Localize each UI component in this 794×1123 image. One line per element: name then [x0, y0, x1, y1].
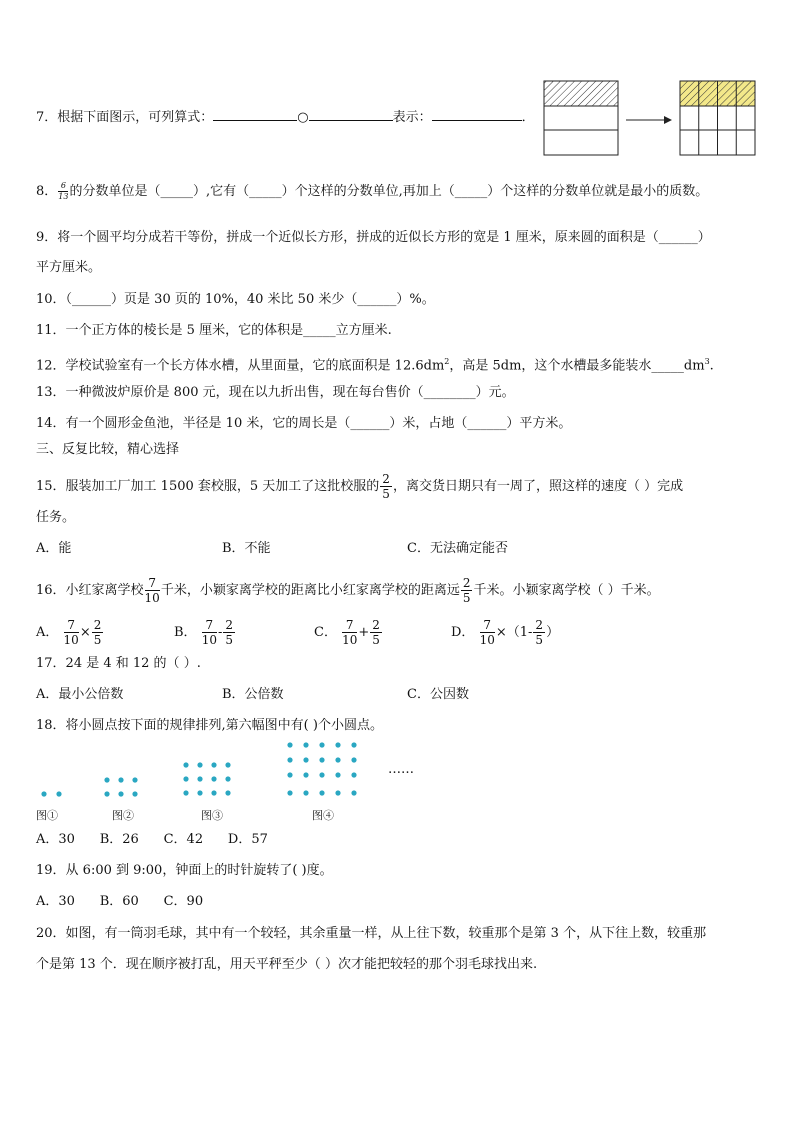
q16-fraction-2: $\frac{2}{5}$ [462, 576, 471, 605]
q20-line1: 20．如图，有一筒羽毛球，其中有一个较轻，其余重量一样，从上往下数，较重那个是第 3 个，从下往上数，较重那 [36, 926, 707, 941]
figure-2-dots [104, 777, 137, 796]
q16-fraction-1: $\frac{7}{10}$ [144, 576, 160, 605]
q15-option-b[interactable]: B．不能 [222, 541, 271, 556]
q16-option-b[interactable]: B． $\frac{7}{10}$ - $\frac{2}{5}$ [174, 618, 234, 647]
q16-text: 16．小红家离学校 $\frac{7}{10}$ 千米，小颖家离学校的距离比小红家离学校的距离远 $\frac{2}{5}$ 千米。小颖家离学校（ ）千米。 [36, 576, 660, 605]
q8-fraction: $\frac{6}{13}$ [58, 181, 69, 201]
q16-option-d[interactable]: D． $\frac{7}{10}$ ×（1- $\frac{2}{5}$ ） [451, 618, 560, 647]
q19-text: 19．从 6:00 到 9:00，钟面上的时针旋转了( )度。 [36, 863, 333, 878]
q15-fraction: $\frac{2}{5}$ [382, 472, 390, 501]
q17-option-c[interactable]: C．公因数 [407, 687, 469, 702]
left-rect-figure [544, 81, 618, 155]
q10-text: 10．（______）页是 30 页的 10%，40 米比 50 米少（______）%。 [36, 292, 435, 307]
q15-text: 15．服装加工厂加工 1500 套校服，5 天加工了这批校服的 $\frac{2}{5}$ ，离交货日期只有一周了，照这样的速度（ ）完成 [36, 472, 684, 501]
q16-option-c[interactable]: C． $\frac{7}{10}$ + $\frac{2}{5}$ [314, 618, 380, 647]
q18-text: 18．将小圆点按下面的规律排列,第六幅图中有( )个小圆点。 [36, 718, 383, 733]
q15-line2: 任务。 [36, 510, 76, 525]
q17-text: 17．24 是 4 和 12 的（ ）. [36, 656, 201, 671]
arrow-icon [626, 116, 672, 124]
figure-3-dots [183, 762, 230, 795]
q8-text: 8． $\frac{6}{13}$ 的分数单位是（_____）,它有（_____）个这样的分数单位,再加上（_____）个这样的分数单位就是最小的质数。 [36, 181, 709, 201]
section-3-heading: 三、反复比较，精心选择 [36, 442, 180, 457]
q15-option-a[interactable]: A．能 [36, 541, 72, 556]
figure-label-3: 图③ [201, 809, 223, 822]
q12-text: 12．学校试验室有一个长方体水槽，从里面量，它的底面积是 $12.6dm^2$，高是 5dm，这个水槽最多能装水$\_\_\_\_\_dm^3$. [36, 357, 714, 374]
q20-line2: 个是第 13 个．现在顺序被打乱，用天平秤至少（ ）次才能把较轻的那个羽毛球找出来. [36, 957, 538, 972]
q19-options[interactable]: A．30 B．60 C．90 [36, 894, 204, 909]
q7-blank-2[interactable] [309, 120, 393, 121]
q7-blank-3[interactable] [432, 120, 522, 121]
right-grid-figure [680, 81, 755, 155]
q13-text: 13．一种微波炉原价是 800 元，现在以九折出售，现在每台售价（________）元。 [36, 385, 515, 400]
q11-text: 11．一个正方体的棱长是 5 厘米，它的体积是_____立方厘米. [36, 323, 392, 338]
figure-label-2: 图② [112, 809, 134, 822]
q18-dot-patterns [0, 738, 420, 804]
q15-option-c[interactable]: C．无法确定能否 [407, 541, 508, 556]
q18-options[interactable]: A．30 B．26 C．42 D．57 [36, 832, 268, 847]
q9-line2: 平方厘米。 [36, 260, 102, 275]
q7-blank-1[interactable] [213, 120, 297, 121]
q17-option-b[interactable]: B．公倍数 [222, 687, 284, 702]
q7-text: 7．根据下面图示，可列算式： ○ 表示： ． [36, 110, 535, 125]
figure-label-4: 图④ [312, 809, 334, 822]
q7-diagram [540, 80, 780, 160]
figure-1-dots [41, 791, 61, 796]
q9-line1: 9．将一个圆平均分成若干等份，拼成一个近似长方形，拼成的近似长方形的宽是 1 厘米，原来圆的面积是（______） [36, 230, 711, 245]
figure-4-dots [287, 742, 356, 795]
q17-option-a[interactable]: A．最小公倍数 [36, 687, 124, 702]
q14-text: 14．有一个圆形金鱼池，半径是 10 米，它的周长是（______）米，占地（______）平方米。 [36, 416, 572, 431]
q18-ellipsis: …… [388, 762, 414, 777]
q16-option-a[interactable]: A． $\frac{7}{10}$ × $\frac{2}{5}$ [36, 618, 102, 647]
figure-label-1: 图① [36, 809, 58, 822]
